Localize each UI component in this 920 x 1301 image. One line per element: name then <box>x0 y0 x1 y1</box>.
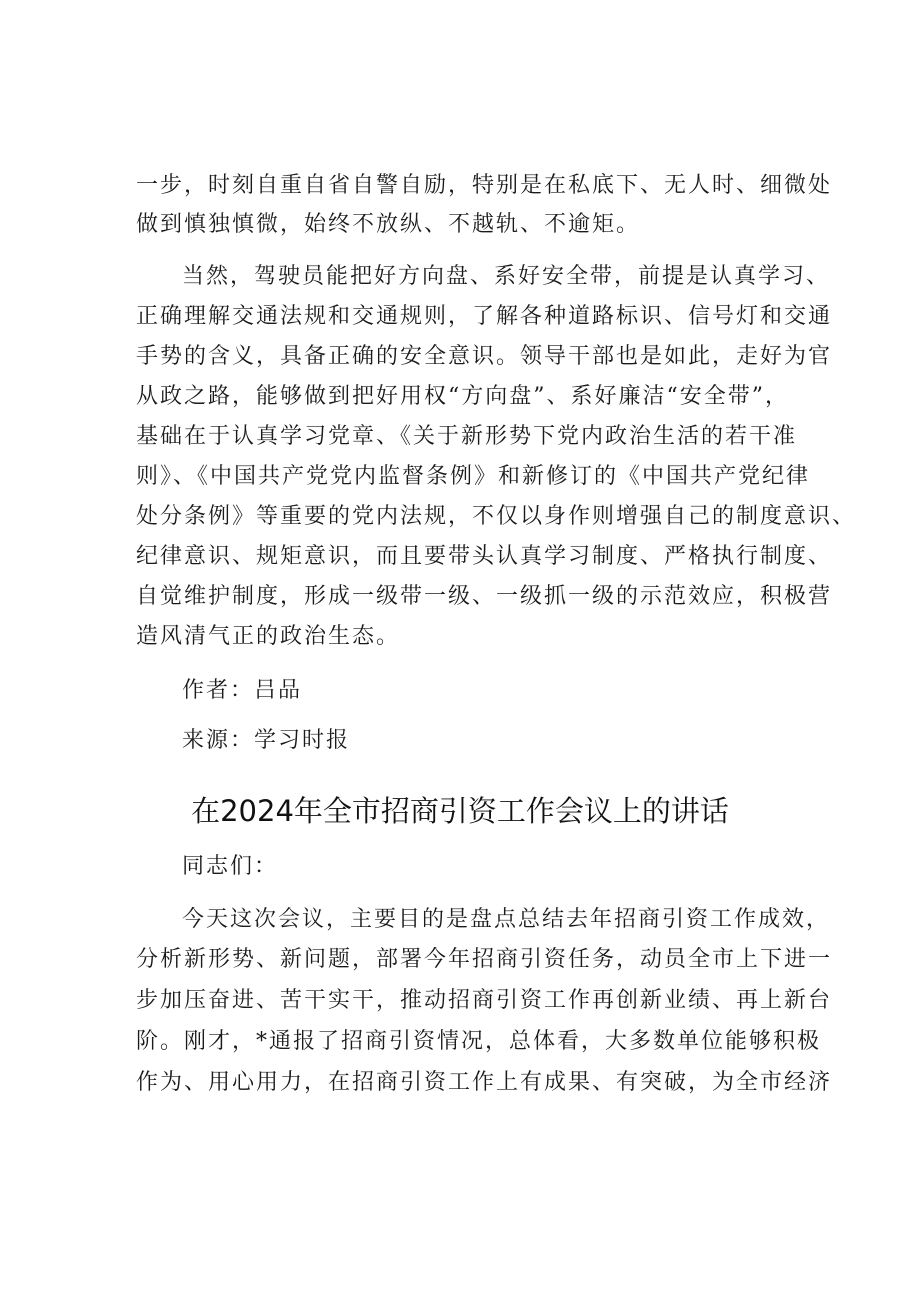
article2-para1-line1: 今天这次会议，主要目的是盘点总结去年招商引资工作成效， <box>182 907 831 932</box>
article2-para1-line4: 阶。刚才，*通报了招商引资情况，总体看，大多数单位能够积极 <box>136 1029 822 1054</box>
article1-para2-line8: 纪律意识、规矩意识，而且要带头认真学习制度、严格执行制度、 <box>136 544 833 569</box>
article2-salutation: 同志们： <box>182 854 279 879</box>
article1-para2-line9: 自觉维护制度，形成一级带一级、一级抓一级的示范效应，积极营 <box>136 584 833 609</box>
article1-source: 来源：学习时报 <box>182 728 351 753</box>
article1-para2-line2: 正确理解交通法规和交通规则，了解各种道路标识、信号灯和交通 <box>136 304 833 329</box>
article1-para2-line10: 造风清气正的政治生态。 <box>136 624 401 649</box>
article1-para1-line2: 做到慎独慎微，始终不放纵、不越轨、不逾矩。 <box>136 212 641 237</box>
article1-author: 作者：吕品 <box>182 678 303 703</box>
article1-para2-line7: 处分条例》等重要的党内法规，不仅以身作则增强自己的制度意识、 <box>136 504 857 529</box>
article1-para2-line4: 从政之路，能够做到把好用权“方向盘”、系好廉洁“安全带”， <box>136 384 789 409</box>
article2-para1-line5: 作为、用心用力，在招商引资工作上有成果、有突破，为全市经济 <box>136 1070 833 1095</box>
article2-title: 在2024年全市招商引资工作会议上的讲话 <box>191 794 729 828</box>
article1-para2-line6: 则》、《中国共产党党内监督条例》和新修订的《中国共产党纪律 <box>136 464 811 489</box>
article1-para2-line3: 手势的含义，具备正确的安全意识。领导干部也是如此，走好为官 <box>136 344 833 369</box>
article1-para2-line1: 当然，驾驶员能把好方向盘、系好安全带，前提是认真学习、 <box>182 264 831 289</box>
article1-para2-line5: 基础在于认真学习党章、《关于新形势下党内政治生活的若干准 <box>136 424 798 449</box>
article2-para1-line3: 步加压奋进、苦干实干，推动招商引资工作再创新业绩、再上新台 <box>136 988 833 1013</box>
article1-para1-line1: 一步，时刻自重自省自警自励，特别是在私底下、无人时、细微处 <box>136 173 833 198</box>
article2-para1-line2: 分析新形势、新问题，部署今年招商引资任务，动员全市上下进一 <box>136 947 833 972</box>
